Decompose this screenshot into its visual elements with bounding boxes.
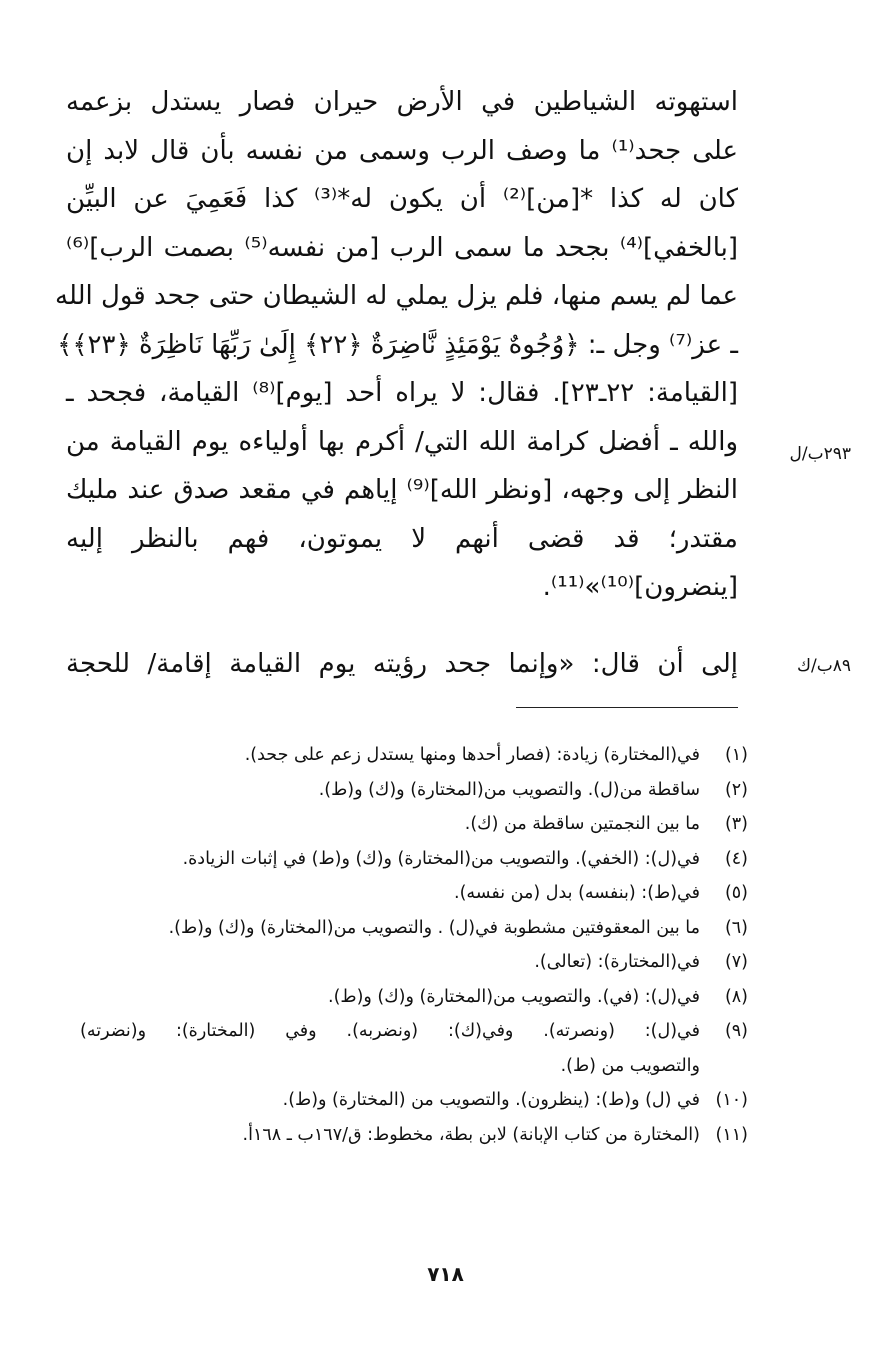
footnote-item xyxy=(80,773,748,808)
footnote-number: (٦) xyxy=(724,917,748,938)
main-text-line: كان له كذا *[من]⁽²⁾ أن يكون له*⁽³⁾ كذا فَعَمِيَ عن البيِّن xyxy=(66,184,738,214)
footnote-text xyxy=(80,842,700,877)
footnote-line: في(ل): (ونصرته). وفي(ك): (ونضربه). وفي (المختارة): و(نضرته) xyxy=(80,1021,700,1041)
main-text-line: النظر إلى وجهه، [ونظر الله]⁽⁹⁾ إياهم في مقعد صدق عند مليك xyxy=(66,475,738,505)
footnote-divider xyxy=(516,707,738,708)
main-text-line: ـ عز⁽⁷⁾ وجل ـ: ﴿وُجُوهٌ يَوْمَئِذٍ نَّاضِرَةٌ ﴿٢٢﴾ إِلَىٰ رَبِّهَا نَاظِرَةٌ ﴿٢٣﴾﴾ xyxy=(57,329,738,360)
footnote-number: (٣) xyxy=(724,814,748,834)
main-text-line: استهوته الشياطين في الأرض حيران فصار يستدل بزعمه xyxy=(66,87,738,117)
footnote-item xyxy=(80,1118,748,1153)
footnotes-list xyxy=(80,738,748,1152)
main-text-line: مقتدر؛ قد قضى أنهم لا يموتون، فهم بالنظر إليه xyxy=(66,523,738,554)
footnote-text xyxy=(80,980,700,1015)
footnote-number: (٥) xyxy=(724,883,748,903)
footnote-text xyxy=(80,738,700,773)
footnote-item xyxy=(80,842,748,877)
footnote-number: (٧) xyxy=(724,952,748,972)
footnote-line: في (ل) و(ط): (ينظرون). والتصويب من (المختارة) و(ط). xyxy=(282,1090,700,1110)
footnote-number: (١١) xyxy=(715,1124,748,1145)
main-text-continuation: إلى أن قال: «وإنما جحد رؤيته يوم القيامة إقامة/ للحجة xyxy=(66,649,738,679)
footnote-number: (٨) xyxy=(724,986,748,1007)
footnote-number: (٢) xyxy=(724,779,748,800)
footnote-item xyxy=(80,1014,748,1083)
footnote-item xyxy=(80,980,748,1015)
footnote-text xyxy=(80,945,700,980)
footnote-line: ما بين النجمتين ساقطة من (ك). xyxy=(464,814,700,834)
footnote-text xyxy=(80,876,700,911)
footnote-text xyxy=(80,1014,700,1083)
main-text-line: على جحد⁽¹⁾ ما وصف الرب وسمى من نفسه بأن قال لابد إن xyxy=(66,135,739,166)
footnote-text xyxy=(80,773,700,808)
footnote-item xyxy=(80,945,748,980)
margin-manuscript-ref: ٨٩ب/ك xyxy=(796,656,851,676)
footnote-item xyxy=(80,876,748,911)
footnote-item xyxy=(80,738,748,773)
footnote-line: والتصويب من (ط). xyxy=(560,1055,700,1076)
footnote-line: في(ل): (الخفي). والتصويب من(المختارة) و(ك) و(ط) في إثبات الزيادة. xyxy=(182,848,700,869)
main-text-block xyxy=(55,78,739,612)
footnote-number: (١٠) xyxy=(715,1090,748,1110)
footnote-text xyxy=(80,807,700,842)
footnote-number: (١) xyxy=(724,745,748,765)
main-text-line: والله ـ أفضل كرامة الله التي/ أكرم بها أولياءه يوم القيامة من xyxy=(66,426,738,457)
footnote-line: في(ل): (في). والتصويب من(المختارة) و(ك) و(ط). xyxy=(328,986,700,1007)
footnote-item xyxy=(80,911,748,946)
footnote-text xyxy=(80,1118,700,1153)
main-text-line: عما لم يسم منها، فلم يزل يملي له الشيطان حتى جحد قول الله xyxy=(55,281,738,311)
page-number: ٧١٨ xyxy=(427,1262,464,1286)
margin-manuscript-ref: ٢٩٣ب/ل xyxy=(789,444,851,464)
footnote-item xyxy=(80,1083,748,1118)
footnote-line: ما بين المعقوفتين مشطوبة في(ل) . والتصويب من(المختارة) و(ك) و(ط). xyxy=(168,917,700,938)
footnote-text xyxy=(80,911,700,946)
main-text-line: [بالخفي]⁽⁴⁾ بجحد ما سمى الرب [من نفسه⁽⁵⁾ بصمت الرب]⁽⁶⁾ xyxy=(66,232,739,263)
main-text-line: [القيامة: ٢٢ـ٢٣]. فقال: لا يراه أحد [يوم]⁽⁸⁾ القيامة، فجحد ـ xyxy=(66,378,738,408)
footnote-line: في(المختارة): (تعالى). xyxy=(534,952,700,972)
main-text-line: [ينضرون]⁽¹⁰⁾»⁽¹¹⁾. xyxy=(542,572,738,602)
footnote-number: (٤) xyxy=(724,848,748,869)
footnote-line: في(ط): (بنفسه) بدل (من نفسه). xyxy=(454,883,700,903)
footnote-number: (٩) xyxy=(724,1021,748,1041)
footnote-text xyxy=(80,1083,700,1118)
footnote-line: (المختارة من كتاب الإبانة) لابن بطة، مخطوط: ق/١٦٧ب ـ ١٦٨أ. xyxy=(242,1124,700,1145)
footnote-line: في(المختارة) زيادة: (فصار أحدها ومنها يستدل زعم على جحد). xyxy=(244,745,700,765)
footnote-item xyxy=(80,807,748,842)
footnote-line: ساقطة من(ل). والتصويب من(المختارة) و(ك) و(ط). xyxy=(318,779,700,800)
